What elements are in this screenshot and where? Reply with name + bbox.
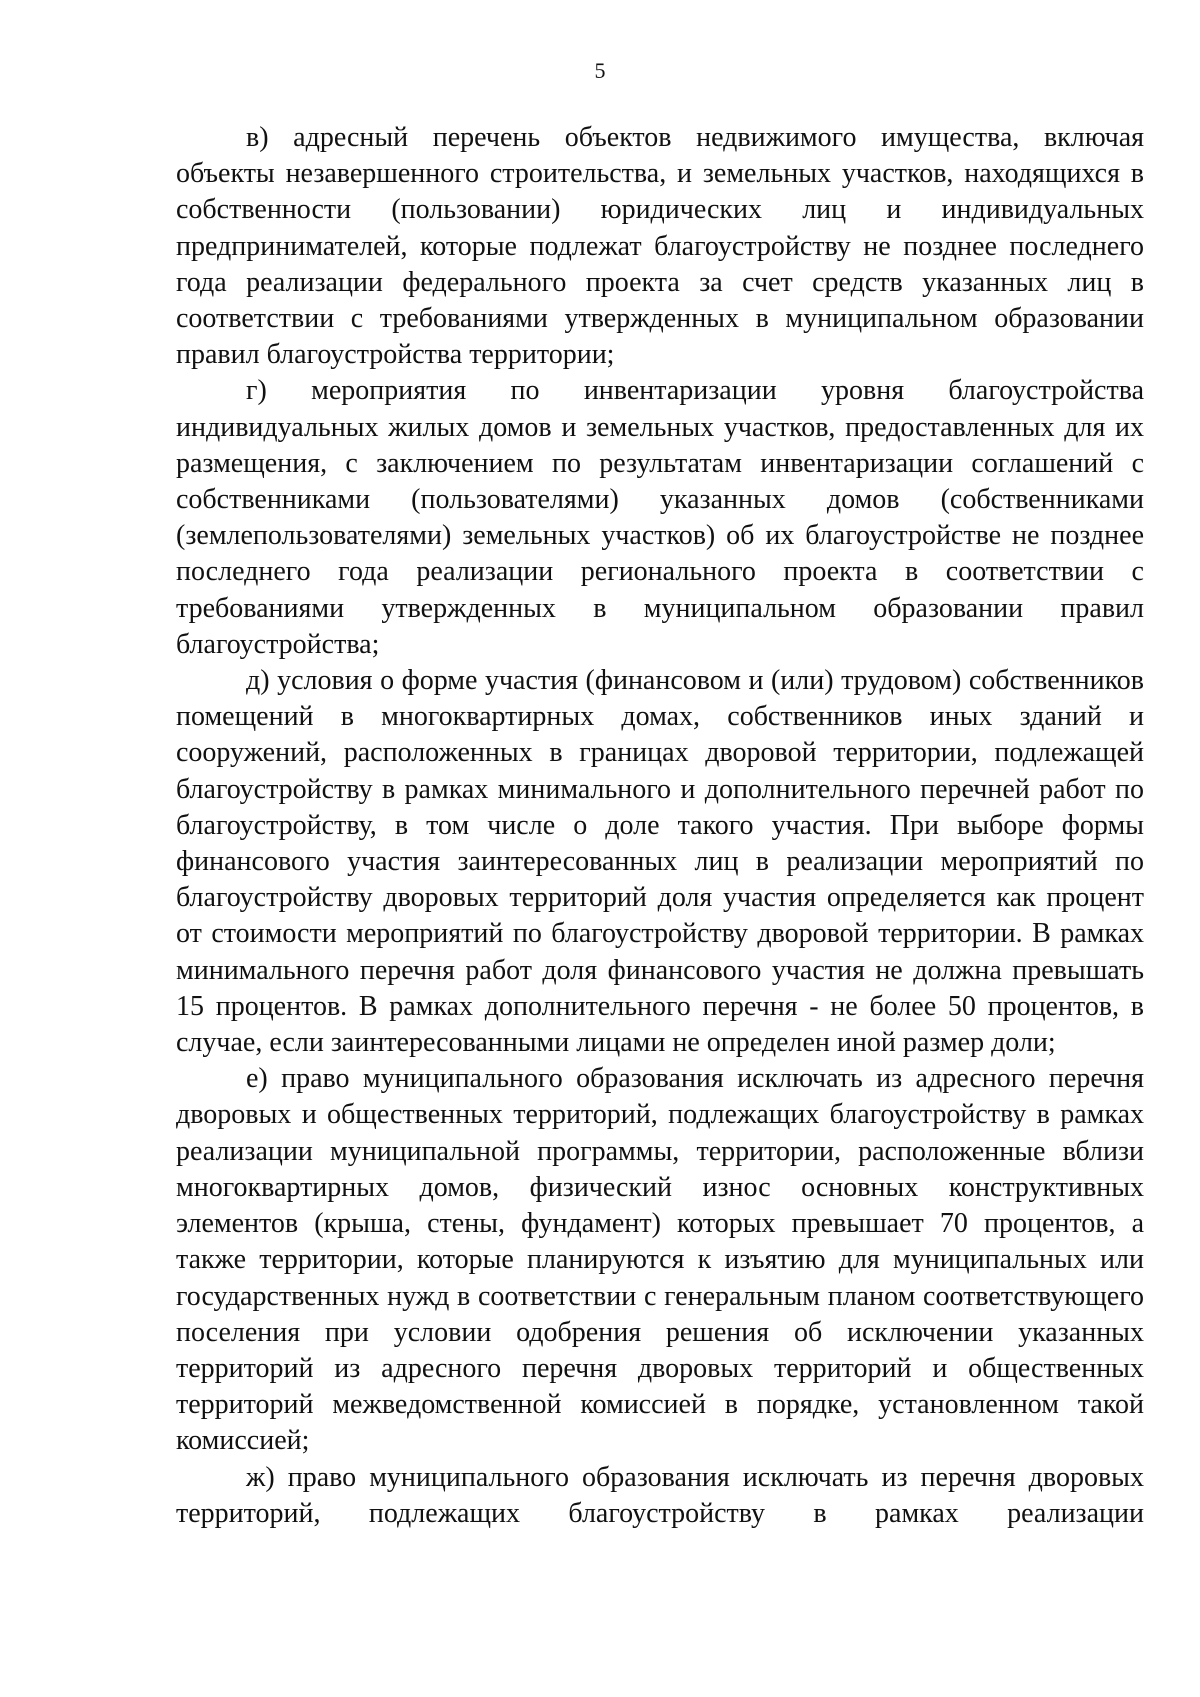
page-number: 5 — [594, 58, 606, 83]
paragraph-v: в) адресный перечень объектов недвижимого имущества, включая объекты незавершенного строительства, и земельных участков, находящихся в собственности (пользовании) юридических лиц и индивидуальных предпринимателей, которые подлежат благоустройству не позднее последнего года реализации федерального проекта за счет средств указанных лиц в соответствии с требованиями утвержденных в муниципальном образовании правил благоустройства территории; — [176, 122, 1144, 371]
paragraph-d: д) условия о форме участия (финансовом и (или) трудовом) собственников помещений в многоквартирных домах, собственников иных зданий и сооружений, расположенных в границах дворовой территории, подлежащей благоустройству в рамках минимального и дополнительного перечней работ по благоустройству, в том числе о доле такого участия. При выборе формы финансового участия заинтересованных лиц в реализации мероприятий по благоустройству дворовых территорий доля участия определяется как процент от стоимости мероприятий по благоустройству дворовой территории. В рамках минимального перечня работ доля финансового участия не должна превышать 15 процентов. В рамках дополнительного перечня - не более 50 процентов, в случае, если заинтересованными лицами не определен иной размер доли; — [176, 665, 1144, 1059]
paragraph-zh: ж) право муниципального образования исключать из перечня дворовых территорий, подлежащих благоустройству в рамках реализации — [176, 1461, 1144, 1529]
paragraph-g: г) мероприятия по инвентаризации уровня благоустройства индивидуальных жилых домов и земельных участков, предоставленных для их размещения, с заключением по результатам инвентаризации соглашений с собственниками (пользователями) указанных домов (собственниками (землепользователями) земельных участков) об их благоустройстве не позднее последнего года реализации регионального проекта в соответствии с требованиями утвержденных в муниципальном образовании правил благоустройства; — [176, 375, 1144, 660]
paragraph-e: е) право муниципального образования исключать из адресного перечня дворовых и общественных территорий, подлежащих благоустройству в рамках реализации муниципальной программы, территории, расположенные вблизи многоквартирных домов, физический износ основных конструктивных элементов (крыша, стены, фундамент) которых превышает 70 процентов, а также территории, которые планируются к изъятию для муниципальных или государственных нужд в соответствии с генеральным планом соответствующего поселения при условии одобрения решения об исключении указанных территорий из адресного перечня дворовых территорий и общественных территорий межведомственной комиссией в порядке, установленном такой комиссией; — [176, 1063, 1144, 1457]
document-body — [176, 120, 1144, 1532]
